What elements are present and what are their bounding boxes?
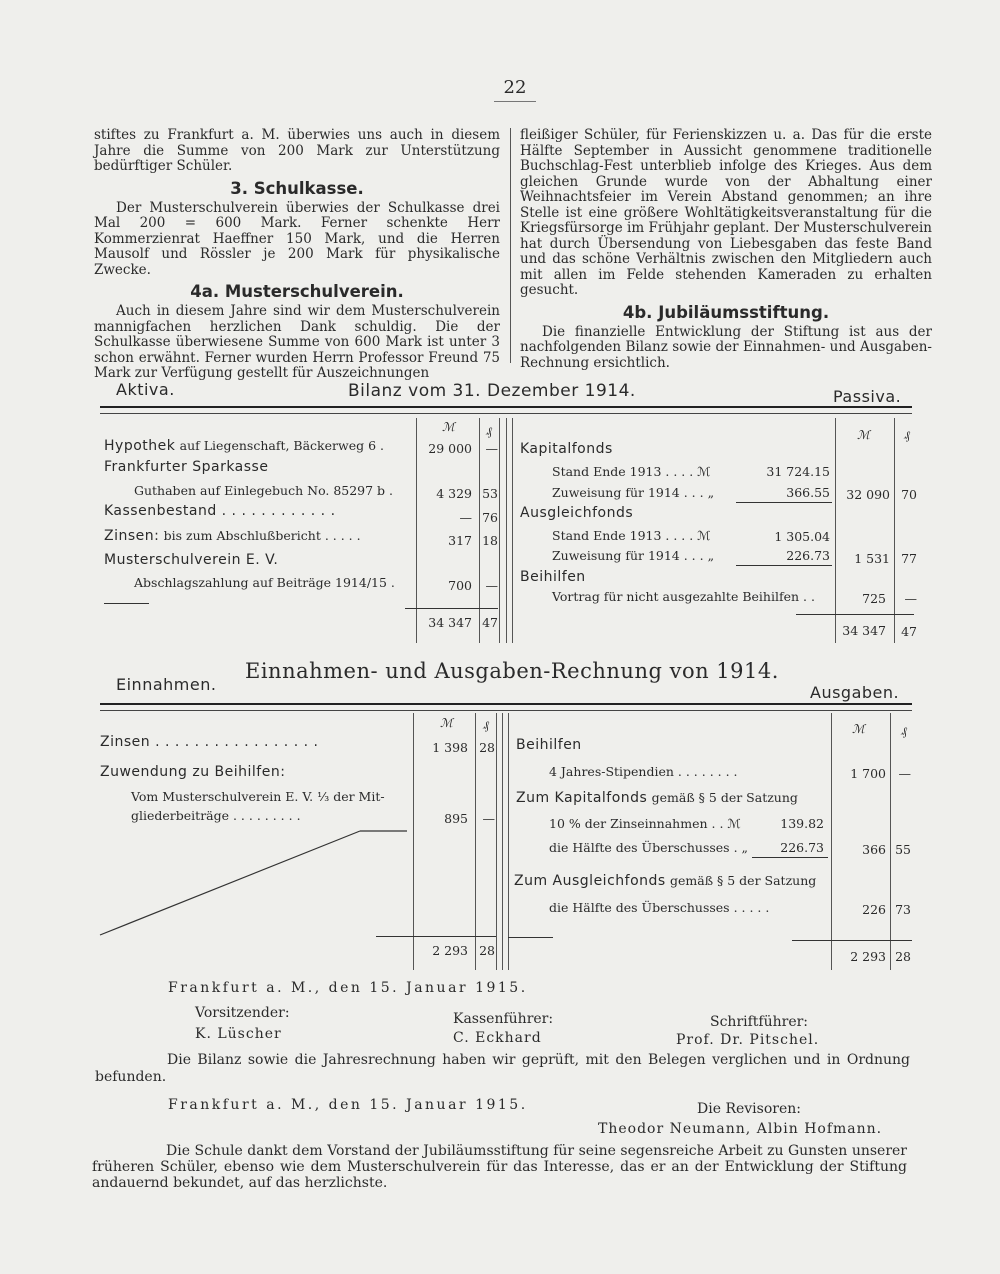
rechnung-left-mark-header: ℳ	[440, 716, 453, 730]
ausgaben-label: Ausgaben.	[810, 683, 900, 702]
kapitalfonds-stand-value: 31 724.15	[766, 464, 830, 479]
schriftfuehrer-label: Schriftführer:	[710, 1014, 809, 1030]
left-column	[94, 128, 500, 382]
place-date-1: Frankfurt a. M., den 15. Januar 1915.	[168, 980, 528, 996]
kapitalfonds-zuweisung-value: 366.55	[786, 485, 830, 500]
schriftfuehrer-name: Prof. Dr. Pitschel.	[676, 1032, 820, 1048]
bilanz-rule	[479, 418, 480, 643]
einnahmen-zuwendung: Zuwendung zu Beihilfen:	[100, 764, 286, 780]
ausgaben-stipendien-mark: 1 700	[850, 766, 886, 781]
heading-musterschulverein: 4a. Musterschulverein.	[190, 282, 404, 301]
kapitalfonds-stand: Stand Ende 1913 . . . . ℳ	[552, 464, 711, 479]
kassenfuehrer-label: Kassenführer:	[453, 1011, 554, 1027]
rechnung-left-pf-header: ₰	[483, 718, 489, 732]
place-date-2: Frankfurt a. M., den 15. Januar 1915.	[168, 1097, 528, 1113]
einnahmen-sum-rule	[376, 936, 496, 937]
right-paragraph-2: Die finanzielle Entwicklung der Stiftung ist aus der nachfolgenden Bilanz sowie der Einnahmen- und Ausgaben-Rechnung ersichtlich.	[520, 323, 932, 371]
ausgaben-total-pf: 28	[895, 949, 911, 964]
passiva-row-kapitalfonds: Kapitalfonds	[520, 441, 613, 457]
einnahmen-zinsen-mark: 1 398	[432, 740, 468, 755]
passiva-label: Passiva.	[833, 387, 902, 406]
ausgaben-sum-rule	[792, 940, 912, 941]
passiva-row-ausgleichfonds: Ausgleichfonds	[520, 505, 634, 521]
bracket-line	[95, 825, 415, 940]
bilanz-left-pf-header: ₰	[486, 424, 492, 438]
beihilfen-pf: —	[904, 591, 917, 606]
bilanz-left-mark-header: ℳ	[442, 420, 455, 434]
page-number: 22	[503, 77, 527, 98]
revisoren-names: Theodor Neumann, Albin Hofmann.	[598, 1121, 883, 1137]
aktiva-musterschulverein-mark: 700	[448, 578, 472, 593]
heading-jubilaeumsstiftung: 4b. Jubiläumsstiftung.	[622, 302, 830, 322]
rechnung-right-mark-header: ℳ	[852, 722, 865, 736]
zk-subrule	[752, 857, 828, 858]
page-number-underline	[494, 101, 536, 102]
bilanz-rule	[835, 418, 836, 643]
ausgleichfonds-pf: 77	[901, 551, 917, 566]
aktiva-musterschulverein-pf: —	[485, 578, 498, 593]
einnahmen-total-pf: 28	[479, 943, 495, 958]
ausgleichfonds-subrule	[736, 565, 832, 566]
bilanz-rule	[499, 418, 500, 643]
rechnung-top-rule	[100, 703, 912, 705]
bilanz-top-rule	[100, 406, 912, 408]
passiva-total-pf: 47	[901, 624, 917, 639]
aktiva-row-kassenbestand: Kassenbestand . . . . . . . . . . . .	[104, 503, 336, 519]
right-paragraph-1: fleißiger Schüler, für Ferienskizzen u. a. Das für die erste Hälfte September in Aussicht genommene traditionelle Buchschlag-Fest unterblieb infolge des Krieges. Aus dem gleichen Grunde wurde von der Abhaltung einer Weihnachtsfeier im Verein Abstand genommen; an ihre Stelle ist eine größere Wohltätigkeitsveranstaltung für die Kriegsfürsorge im Frühjahr geplant. Der Musterschulverein hat durch Übersendung von Liebesgaben das feste Band und das schöne Verhältnis zwischen den Mitgliedern auch mit allen im Felde stehenden Kameraden zu erhalten gesucht.	[520, 127, 932, 298]
ausgleichfonds-stand-value: 1 305.04	[774, 529, 830, 544]
passiva-row-beihilfen: Beihilfen	[520, 569, 586, 585]
aktiva-kassenbestand-mark: —	[459, 510, 472, 525]
aktiva-sparkasse-pf: 53	[482, 486, 498, 501]
ausgleichfonds-zuweisung-value: 226.73	[786, 548, 830, 563]
bilanz-rule	[512, 418, 513, 643]
aktiva-musterschulverein-detail: Abschlagszahlung auf Beiträge 1914/15 .	[134, 575, 395, 590]
aktiva-zinsen-pf: 18	[482, 533, 498, 548]
pruefungsvermerk: Die Bilanz sowie die Jahresrechnung haben wir geprüft, mit den Belegen verglichen und in Ordnung befunden.	[95, 1052, 910, 1085]
ausgaben-zum-ausgleichfonds: Zum Ausgleichfonds gemäß § 5 der Satzung	[514, 873, 817, 889]
kapitalfonds-zuweisung: Zuweisung für 1914 . . . „	[552, 485, 715, 500]
ausgaben-zum-kapitalfonds: Zum Kapitalfonds gemäß § 5 der Satzung	[516, 790, 798, 806]
bilanz-right-mark-header: ℳ	[857, 428, 870, 442]
right-column	[520, 128, 932, 371]
einnahmen-zinsen: Zinsen . . . . . . . . . . . . . . . . .	[100, 734, 319, 750]
rechnung-rule	[890, 713, 891, 970]
ausgaben-ausgleichfonds-mark: 226	[862, 902, 886, 917]
ausgaben-stipendien: 4 Jahres-Stipendien . . . . . . . .	[549, 764, 738, 779]
rechnung-rule	[502, 713, 503, 970]
bilanz-title: Bilanz vom 31. Dezember 1914.	[348, 381, 636, 401]
zk-line-1-value: 139.82	[780, 816, 824, 831]
aktiva-kassenbestand-pf: 76	[482, 510, 498, 525]
aktiva-row-musterschulverein: Musterschulverein E. V.	[104, 552, 279, 568]
bilanz-right-pf-header: ₰	[904, 428, 910, 442]
rechnung-right-pf-header: ₰	[901, 724, 907, 738]
aktiva-sparkasse-mark: 4 329	[436, 486, 472, 501]
ausgaben-dash	[508, 937, 553, 938]
kapitalfonds-mark: 32 090	[846, 487, 890, 502]
left-paragraph-2: Der Musterschulverein überwies der Schulkasse drei Mal 200 = 600 Mark. Ferner schenkte Herr Kommerzienrat Haeffner 150 Mark, und die Herren Mausolf und Rössler je 200 Mark für physikalische Zwecke.	[94, 199, 500, 278]
left-paragraph-3: Auch in diesem Jahre sind wir dem Musterschulverein mannigfachen herzlichen Dank schuldig. Die der Schulkasse überwiesene Summe von 600 Mark ist unter 3 schon erwähnt. Ferner wurden Herrn Professor Freund 75 Mark zur Verfügung gestellt für Auszeichnungen	[94, 303, 500, 381]
revisoren-label: Die Revisoren:	[697, 1101, 801, 1117]
rechnung-top-rule-2	[100, 710, 912, 711]
bilanz-rule	[416, 418, 417, 643]
rechnung-title: Einnahmen- und Ausgaben-Rechnung von 1914.	[245, 659, 779, 683]
ausgaben-beihilfen: Beihilfen	[516, 737, 582, 753]
ausgleichfonds-zuweisung: Zuweisung für 1914 . . . „	[552, 548, 715, 563]
aktiva-total-mark: 34 347	[428, 615, 472, 630]
kassenfuehrer-name: C. Eckhard	[453, 1030, 542, 1046]
zk-line-1: 10 % der Zinseinnahmen . . ℳ	[549, 816, 741, 831]
dank-paragraph: Die Schule dankt dem Vorstand der Jubiläumsstiftung für seine segensreiche Arbeit zu Gunsten unserer früheren Schüler, ebenso wie dem Musterschulverein für das Interesse, das er an der Entwicklung der Stiftung andauernd bekundet, auf das herzlichste.	[92, 1143, 907, 1191]
bilanz-top-rule-2	[100, 413, 912, 414]
einnahmen-total-mark: 2 293	[432, 943, 468, 958]
zuwendung-detail-2: gliederbeiträge . . . . . . . . .	[131, 808, 301, 823]
rechnung-rule	[496, 713, 497, 970]
ausgaben-kapitalfonds-mark: 366	[862, 842, 886, 857]
ausgaben-total-mark: 2 293	[850, 949, 886, 964]
einnahmen-zuwendung-pf: —	[482, 811, 495, 826]
ausgaben-stipendien-pf: —	[898, 766, 911, 781]
bilanz-rule	[506, 418, 507, 643]
rechnung-rule	[475, 713, 476, 970]
zk-line-2-value: 226.73	[780, 840, 824, 855]
aktiva-dash	[104, 603, 149, 604]
passiva-total-mark: 34 347	[842, 623, 886, 638]
ausgleichfonds-mark: 1 531	[854, 551, 890, 566]
aktiva-zinsen-mark: 317	[448, 533, 472, 548]
aktiva-row-hypothek: Hypothek auf Liegenschaft, Bäckerweg 6 .	[104, 438, 384, 454]
passiva-sum-rule	[796, 614, 914, 615]
vorsitzender-label: Vorsitzender:	[195, 1005, 290, 1021]
beihilfen-mark: 725	[862, 591, 886, 606]
aktiva-sum-rule	[405, 608, 498, 609]
bilanz-rule	[894, 418, 895, 643]
aktiva-label: Aktiva.	[116, 380, 175, 399]
ausgaben-kapitalfonds-pf: 55	[895, 842, 911, 857]
zk-line-2: die Hälfte des Überschusses . „	[549, 840, 748, 855]
rechnung-rule	[508, 713, 509, 970]
einnahmen-zuwendung-mark: 895	[444, 811, 468, 826]
heading-schulkasse: 3. Schulkasse.	[230, 178, 364, 198]
ausgaben-ausgleichfonds-pf: 73	[895, 902, 911, 917]
kapitalfonds-pf: 70	[901, 487, 917, 502]
einnahmen-label: Einnahmen.	[116, 675, 217, 694]
beihilfen-detail: Vortrag für nicht ausgezahlte Beihilfen . .	[552, 589, 815, 604]
za-line: die Hälfte des Überschusses . . . . .	[549, 900, 770, 915]
aktiva-row-sparkasse: Frankfurter Sparkasse	[104, 459, 269, 475]
ausgleichfonds-stand: Stand Ende 1913 . . . . ℳ	[552, 528, 711, 543]
column-divider	[510, 128, 511, 363]
left-paragraph-1: stiftes zu Frankfurt a. M. überwies uns auch in diesem Jahre die Summe von 200 Mark zur Unterstützung bedürftiger Schüler.	[94, 127, 500, 174]
aktiva-sparkasse-detail: Guthaben auf Einlegebuch No. 85297 b .	[134, 483, 394, 498]
aktiva-hypothek-pf: —	[485, 441, 498, 456]
rechnung-rule	[831, 713, 832, 970]
aktiva-hypothek-mark: 29 000	[428, 441, 472, 456]
aktiva-total-pf: 47	[482, 615, 498, 630]
einnahmen-zinsen-pf: 28	[479, 740, 495, 755]
kapitalfonds-subrule	[736, 502, 832, 503]
zuwendung-detail-1: Vom Musterschulverein E. V. ⅓ der Mit-	[131, 789, 385, 804]
vorsitzender-name: K. Lüscher	[195, 1026, 282, 1042]
aktiva-row-zinsen: Zinsen: bis zum Abschlußbericht . . . . .	[104, 528, 361, 544]
